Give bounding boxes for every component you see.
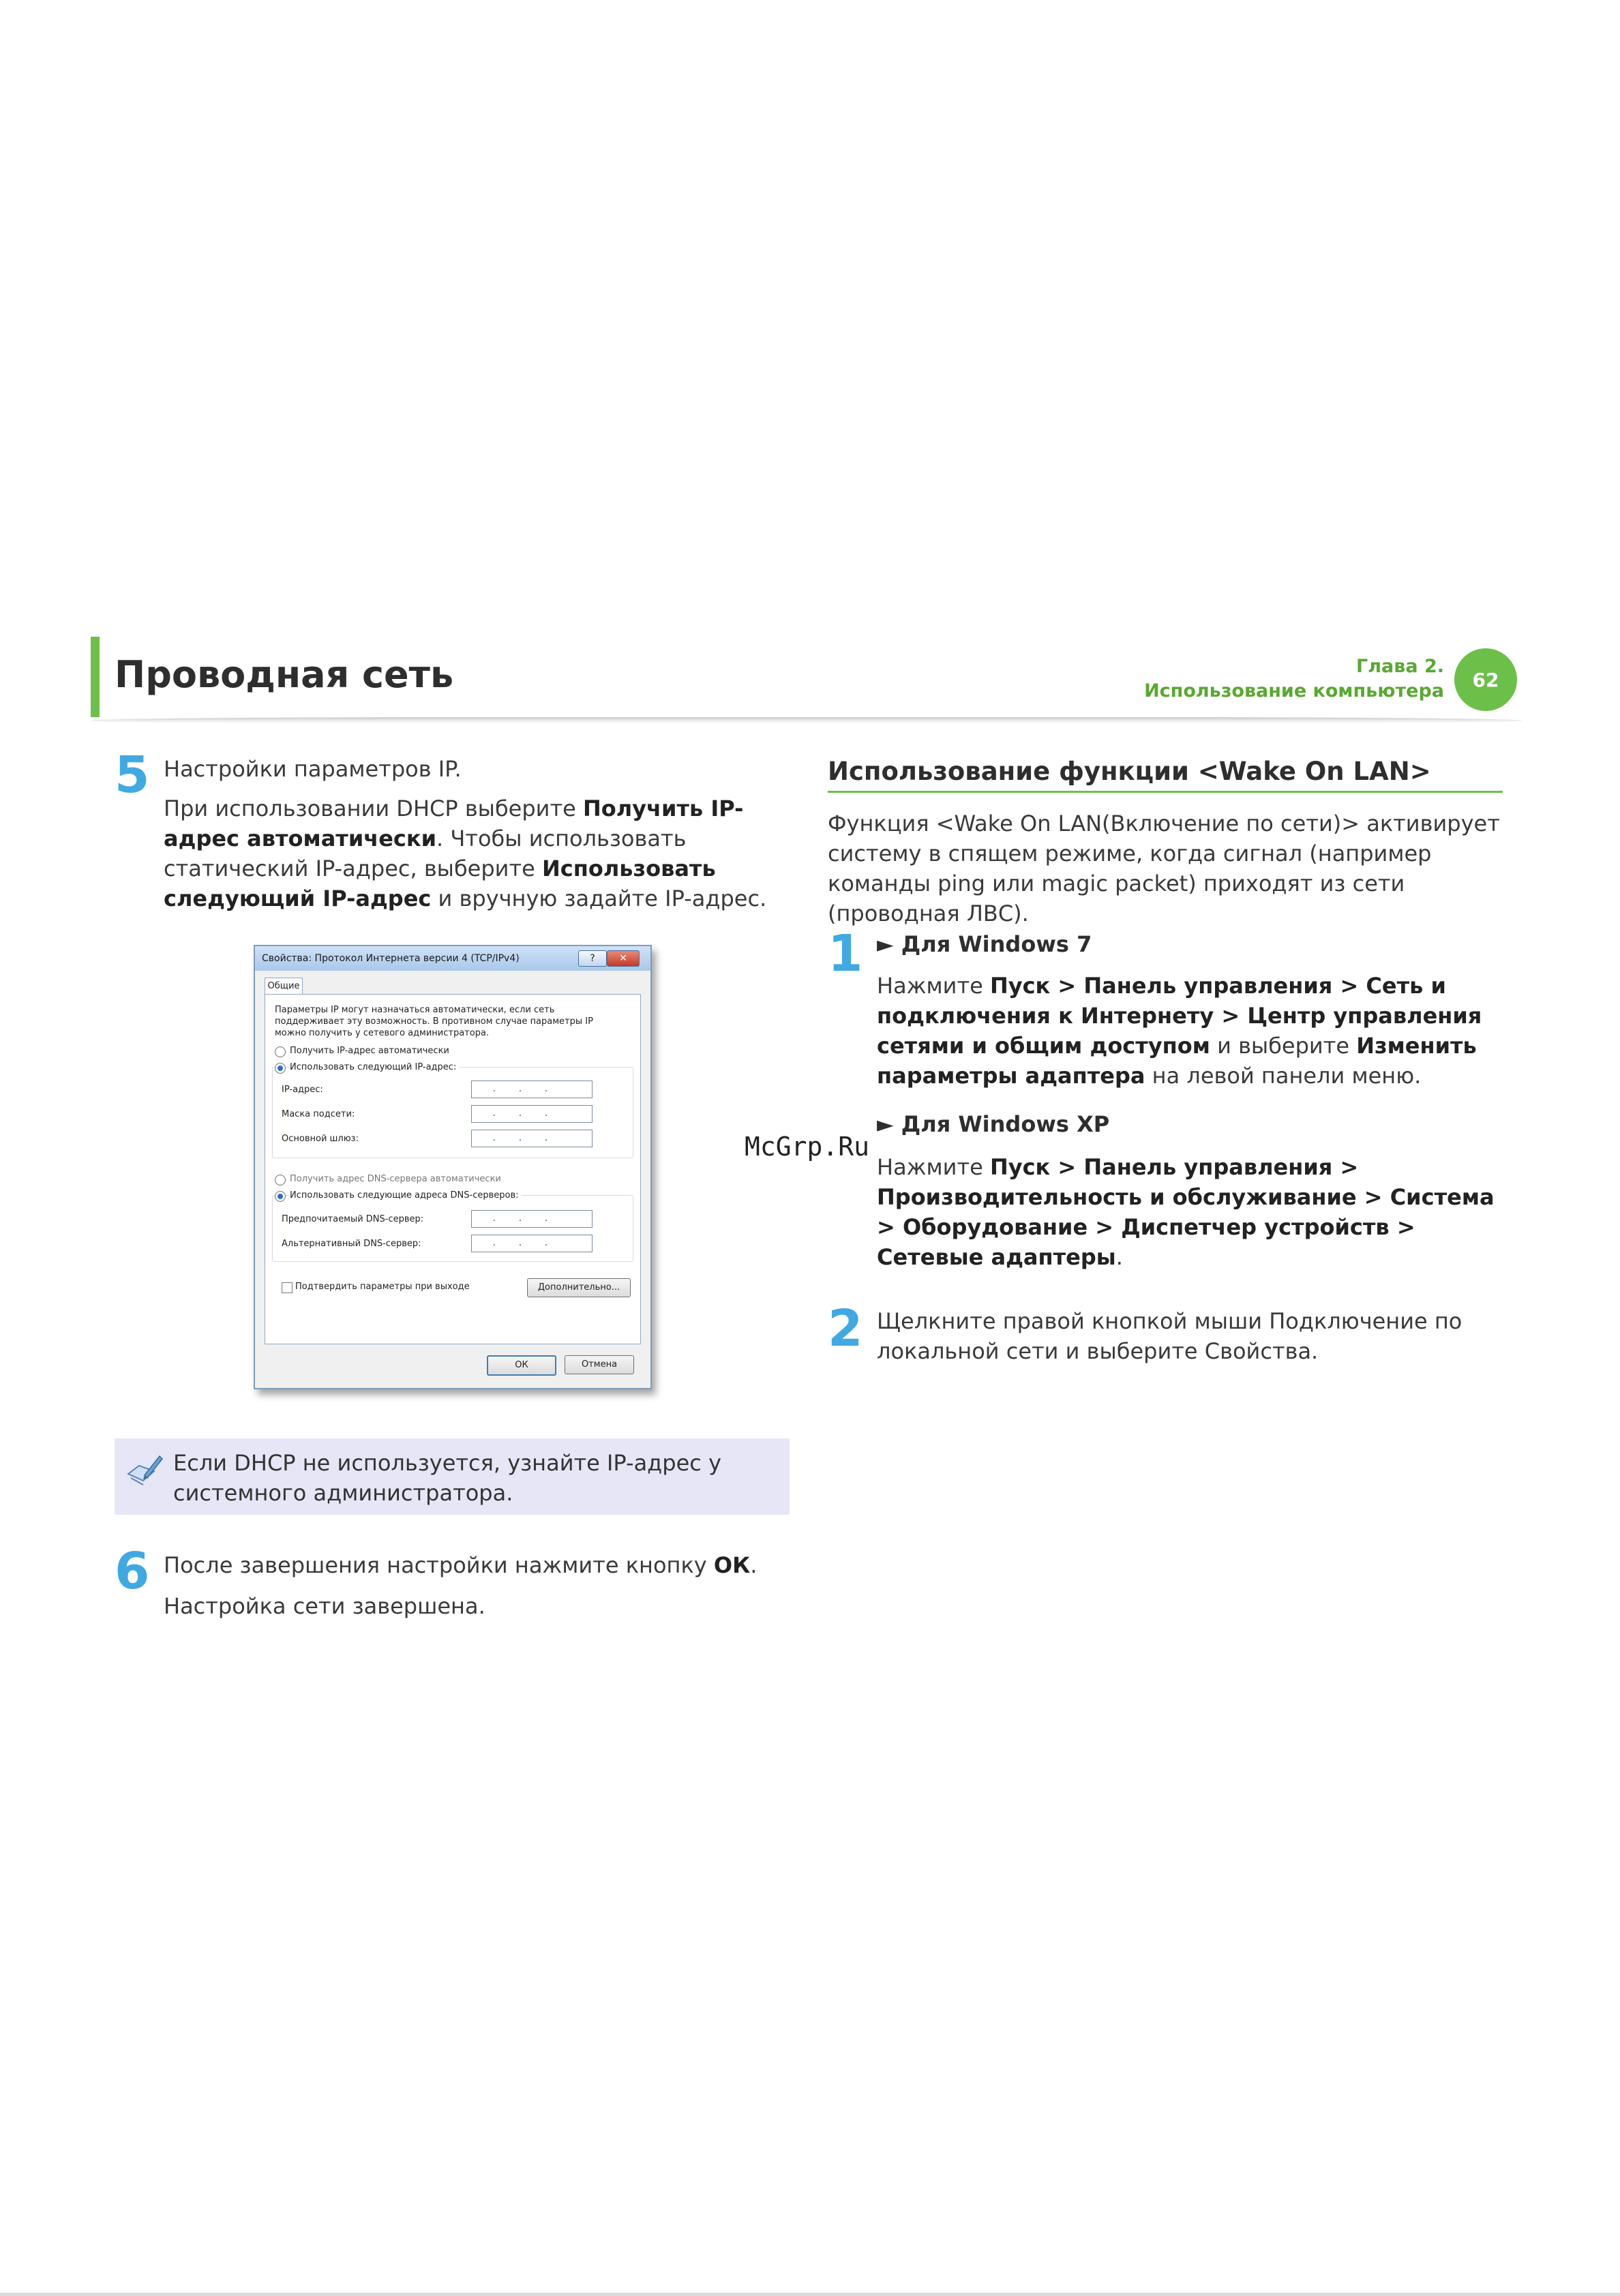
body-text: После завершения настройки нажмите кнопку <box>164 1552 714 1578</box>
body-text: . <box>1115 1244 1123 1270</box>
body-text: . Чтобы использовать статический IP-адрес, выберите <box>164 826 687 881</box>
chapter-number: Глава 2. <box>1356 656 1444 677</box>
subnet-mask-label: Маска подсети: <box>282 1109 355 1119</box>
body-bold: Пуск > Панель управления > Сеть и подключения к Интернету > Центр управления сетями и общим доступом <box>877 973 1482 1059</box>
ok-button[interactable]: ОК <box>487 1355 556 1376</box>
ip-address-input[interactable]: ... <box>471 1081 592 1098</box>
header-divider <box>91 717 1522 724</box>
body-text: Нажмите <box>877 973 990 999</box>
radio-auto-dns[interactable] <box>275 1175 286 1185</box>
step-number: 6 <box>115 1542 150 1601</box>
body-bold: ОК <box>713 1552 751 1578</box>
validate-checkbox-label: Подтвердить параметры при выходе <box>295 1282 470 1292</box>
preferred-dns-input[interactable]: ... <box>471 1210 592 1228</box>
advanced-button[interactable]: Дополнительно... <box>527 1278 631 1297</box>
cancel-button[interactable]: Отмена <box>565 1355 634 1374</box>
gateway-input[interactable]: ... <box>471 1130 592 1147</box>
alternate-dns-input[interactable]: ... <box>471 1235 592 1252</box>
body-bold: Использовать следующий IP-адрес <box>164 856 716 911</box>
close-button[interactable]: ✕ <box>607 950 640 967</box>
body-bold: Изменить параметры адаптера <box>877 1033 1477 1089</box>
chapter-title: Использование компьютера <box>1144 680 1444 701</box>
step-number: 2 <box>828 1299 863 1358</box>
section-divider <box>828 791 1503 793</box>
step-body <box>164 1550 757 1580</box>
note-box <box>115 1438 790 1515</box>
radio-manual-dns-label: Использовать следующие адреса DNS-серверов: <box>290 1190 522 1200</box>
body-text: и выберите <box>1210 1033 1357 1059</box>
tcpip-properties-dialog <box>254 945 652 1389</box>
body-text: . <box>750 1552 758 1578</box>
body-text: При использовании DHCP выберите <box>164 796 583 821</box>
validate-checkbox[interactable] <box>282 1282 292 1293</box>
preferred-dns-label: Предпочитаемый DNS-сервер: <box>282 1214 424 1224</box>
body-text: на левой панели меню. <box>1145 1063 1422 1089</box>
step-body: Щелкните правой кнопкой мыши Подключение по локальной сети и выберите Свойства. <box>877 1308 1462 1364</box>
radio-auto-dns-label: Получить адрес DNS-сервера автоматически <box>290 1174 501 1184</box>
section-intro: Функция <Wake On LAN(Включение по сети)> активирует систему в спящем режиме, когда сигнал (например команды ping или magic packet) приходят из сети (проводная ЛВС). <box>828 811 1500 926</box>
body-bold: Пуск > Панель управления > Производительность и обслуживание > Система > Оборудование > Диспетчер устройств > Сетевые адаптеры <box>877 1154 1495 1270</box>
radio-manual-ip-label: Использовать следующий IP-адрес: <box>290 1062 459 1072</box>
windowsxp-label: ► Для Windows XP <box>877 1111 1110 1137</box>
windows7-label: ► Для Windows 7 <box>877 931 1092 957</box>
ip-address-label: IP-адрес: <box>282 1085 323 1095</box>
step-number: 1 <box>828 924 863 983</box>
step-body <box>164 794 777 913</box>
gateway-label: Основной шлюз: <box>282 1134 359 1144</box>
radio-auto-ip-label: Получить IP-адрес автоматически <box>290 1046 449 1056</box>
windowsxp-instructions <box>877 1152 1504 1272</box>
section-heading: Использование функции <Wake On LAN> <box>828 757 1431 786</box>
help-button[interactable]: ? <box>578 950 607 967</box>
page-number-badge: 62 <box>1454 648 1517 711</box>
body-text: и вручную задайте IP-адрес. <box>431 886 767 911</box>
general-panel <box>265 994 641 1344</box>
subnet-mask-input[interactable]: ... <box>471 1105 592 1123</box>
title-accent-bar <box>91 637 100 717</box>
radio-manual-dns[interactable] <box>275 1191 286 1202</box>
note-pencil-icon <box>124 1451 164 1490</box>
page-title: Проводная сеть <box>115 653 454 696</box>
body-bold: Получить IP-адрес автоматически <box>164 796 744 851</box>
watermark: McGrp.Ru <box>745 1132 870 1162</box>
note-text: Если DHCP не используется, узнайте IP-адрес у системного администратора. <box>173 1450 721 1506</box>
radio-manual-ip[interactable] <box>275 1063 286 1074</box>
alternate-dns-label: Альтернативный DNS-сервер: <box>282 1239 421 1249</box>
windows7-instructions <box>877 971 1504 1091</box>
step-number: 5 <box>115 746 150 804</box>
body-text: Нажмите <box>877 1154 990 1180</box>
dialog-title: Свойства: Протокол Интернета версии 4 (TCP/IPv4) <box>262 953 520 964</box>
page-bottom-border <box>0 2293 1620 2296</box>
chapter-label <box>1144 654 1444 704</box>
radio-auto-ip[interactable] <box>275 1046 286 1057</box>
step-title: Настройки параметров IP. <box>164 756 462 782</box>
step-result: Настройка сети завершена. <box>164 1593 485 1619</box>
tab-general[interactable]: Общие <box>265 978 303 995</box>
dialog-intro-text: Параметры IP могут назначаться автоматически, если сеть поддерживает эту возможность. В противном случае параметры IP можно получить у сетевого администратора. <box>275 1005 593 1038</box>
